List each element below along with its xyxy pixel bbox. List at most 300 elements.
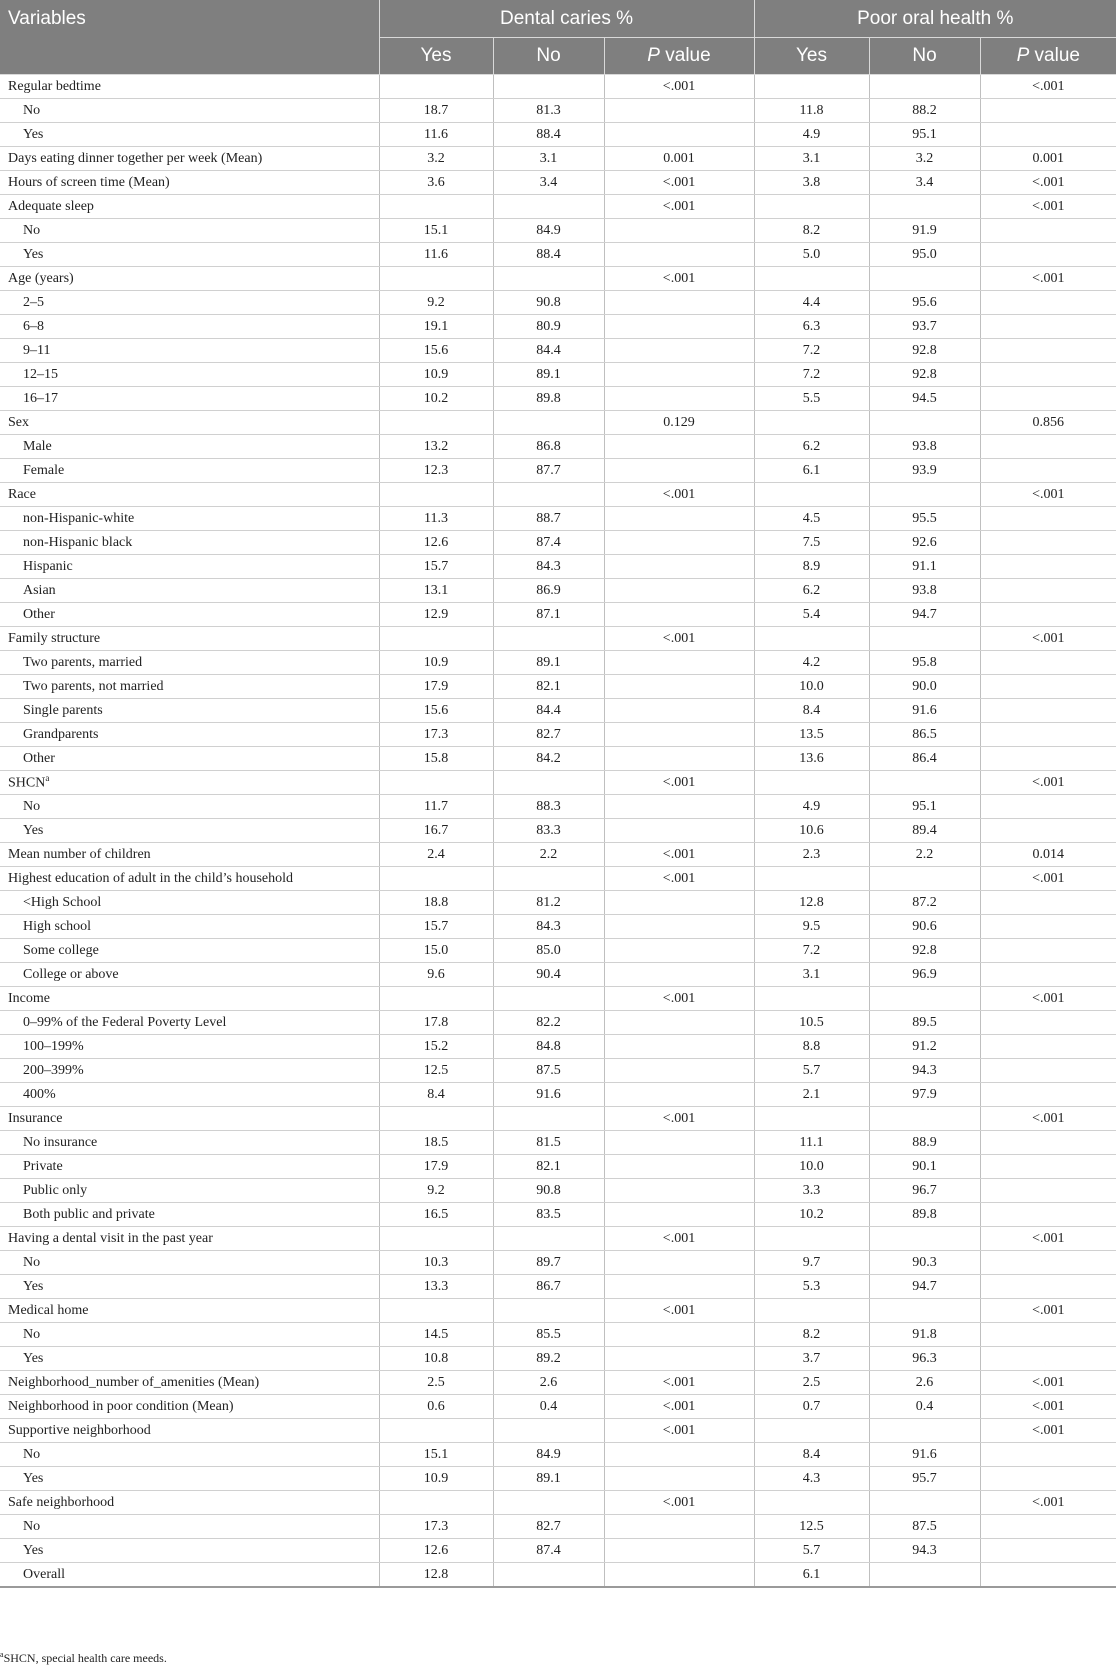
poor-oral-yes-cell: 10.0 (754, 1155, 869, 1179)
poor-oral-no-cell: 91.8 (869, 1323, 980, 1347)
row-label (0, 459, 379, 483)
dental-caries-yes-cell: 17.9 (379, 675, 493, 699)
table-row (0, 1563, 1116, 1588)
table-row (0, 123, 1116, 147)
table-row (0, 771, 1116, 795)
dental-caries-p-value-cell (604, 1035, 754, 1059)
row-label (0, 1323, 379, 1347)
poor-oral-p-value-cell (980, 891, 1116, 915)
poor-oral-p-value-cell (980, 1443, 1116, 1467)
row-label (0, 1227, 379, 1251)
poor-oral-no-cell: 89.8 (869, 1203, 980, 1227)
row-label (0, 1035, 379, 1059)
dental-caries-yes-cell: 15.6 (379, 339, 493, 363)
poor-oral-no-cell: 95.5 (869, 507, 980, 531)
dental-caries-no-cell: 84.9 (493, 219, 604, 243)
row-label (0, 315, 379, 339)
dental-caries-yes-cell: 10.3 (379, 1251, 493, 1275)
dental-caries-no-cell: 2.2 (493, 843, 604, 867)
table-row (0, 1443, 1116, 1467)
table-row (0, 75, 1116, 99)
row-label-text: non-Hispanic-white (23, 510, 135, 526)
poor-oral-p-value-cell: 0.856 (980, 411, 1116, 435)
dental-caries-yes-cell: 3.6 (379, 171, 493, 195)
row-label (0, 1011, 379, 1035)
poor-oral-p-value-cell (980, 1035, 1116, 1059)
dental-caries-no-cell: 2.6 (493, 1371, 604, 1395)
row-label-text: Two parents, not married (23, 678, 164, 694)
dental-caries-p-value-cell (604, 1539, 754, 1563)
dental-caries-no-cell (493, 411, 604, 435)
dental-caries-p-value-cell (604, 1251, 754, 1275)
row-label-text: Medical home (8, 1302, 89, 1318)
dental-caries-p-value-cell (604, 1347, 754, 1371)
row-label (0, 579, 379, 603)
dental-caries-yes-cell: 9.2 (379, 291, 493, 315)
poor-oral-p-value-cell: <.001 (980, 987, 1116, 1011)
poor-oral-no-cell: 90.0 (869, 675, 980, 699)
row-label (0, 675, 379, 699)
dental-caries-yes-cell (379, 195, 493, 219)
dental-caries-no-cell: 87.1 (493, 603, 604, 627)
dental-caries-yes-cell: 15.7 (379, 915, 493, 939)
poor-oral-no-cell: 97.9 (869, 1083, 980, 1107)
poor-oral-p-value-cell (980, 555, 1116, 579)
table-row (0, 1467, 1116, 1491)
dental-caries-no-cell (493, 867, 604, 891)
poor-oral-yes-cell: 4.5 (754, 507, 869, 531)
dental-caries-no-cell: 81.2 (493, 891, 604, 915)
poor-oral-yes-cell (754, 771, 869, 795)
poor-oral-p-value-cell (980, 243, 1116, 267)
dental-caries-p-value-cell (604, 507, 754, 531)
dental-caries-no-cell: 91.6 (493, 1083, 604, 1107)
dental-caries-yes-cell (379, 1299, 493, 1323)
table-row (0, 1131, 1116, 1155)
dental-caries-no-cell: 82.7 (493, 1515, 604, 1539)
dental-caries-p-value-cell: <.001 (604, 1491, 754, 1515)
poor-oral-no-cell: 88.2 (869, 99, 980, 123)
row-label (0, 1371, 379, 1395)
row-label (0, 1107, 379, 1131)
dental-caries-p-value-cell (604, 1467, 754, 1491)
table-row (0, 723, 1116, 747)
row-label (0, 939, 379, 963)
row-label-text: College or above (23, 966, 119, 982)
dental-caries-p-value-cell (604, 699, 754, 723)
poor-oral-yes-cell: 2.1 (754, 1083, 869, 1107)
poor-oral-no-cell (869, 483, 980, 507)
header-dental-no: No (493, 38, 604, 75)
table-row (0, 819, 1116, 843)
row-label-text: Yes (23, 126, 44, 142)
poor-oral-yes-cell: 11.1 (754, 1131, 869, 1155)
row-label (0, 1059, 379, 1083)
table-row (0, 411, 1116, 435)
dental-caries-p-value-cell (604, 891, 754, 915)
poor-oral-p-value-cell: <.001 (980, 267, 1116, 291)
table-row (0, 675, 1116, 699)
poor-oral-no-cell: 94.7 (869, 1275, 980, 1299)
dental-caries-p-value-cell (604, 387, 754, 411)
poor-oral-yes-cell (754, 1299, 869, 1323)
poor-oral-no-cell: 94.3 (869, 1539, 980, 1563)
dental-caries-no-cell (493, 1419, 604, 1443)
dental-caries-yes-cell: 16.7 (379, 819, 493, 843)
dental-caries-no-cell: 89.1 (493, 651, 604, 675)
dental-caries-p-value-cell: <.001 (604, 1227, 754, 1251)
table-row (0, 363, 1116, 387)
dental-caries-no-cell: 83.3 (493, 819, 604, 843)
table-row (0, 939, 1116, 963)
poor-oral-yes-cell: 12.8 (754, 891, 869, 915)
dental-caries-no-cell: 80.9 (493, 315, 604, 339)
dental-caries-yes-cell: 10.9 (379, 1467, 493, 1491)
row-label (0, 1155, 379, 1179)
dental-caries-p-value-cell (604, 939, 754, 963)
row-label-text: No (23, 1254, 41, 1270)
poor-oral-no-cell (869, 1419, 980, 1443)
table-row (0, 267, 1116, 291)
row-label (0, 243, 379, 267)
table-row (0, 867, 1116, 891)
dental-caries-yes-cell: 10.9 (379, 363, 493, 387)
poor-oral-yes-cell (754, 1419, 869, 1443)
dental-caries-p-value-cell (604, 1515, 754, 1539)
poor-oral-no-cell (869, 987, 980, 1011)
dental-caries-no-cell: 89.8 (493, 387, 604, 411)
poor-oral-yes-cell: 13.5 (754, 723, 869, 747)
poor-oral-yes-cell: 8.9 (754, 555, 869, 579)
dental-caries-no-cell: 88.3 (493, 795, 604, 819)
dental-caries-p-value-cell (604, 435, 754, 459)
row-label (0, 1563, 379, 1588)
poor-oral-p-value-cell (980, 387, 1116, 411)
table-row (0, 1539, 1116, 1563)
dental-caries-p-value-cell (604, 363, 754, 387)
dental-caries-p-value-cell: <.001 (604, 843, 754, 867)
dental-caries-no-cell: 81.3 (493, 99, 604, 123)
poor-oral-p-value-cell: <.001 (980, 867, 1116, 891)
poor-oral-no-cell: 89.4 (869, 819, 980, 843)
poor-oral-no-cell: 91.1 (869, 555, 980, 579)
poor-oral-p-value-cell (980, 1131, 1116, 1155)
dental-caries-yes-cell (379, 867, 493, 891)
row-label-text: 6–8 (23, 318, 44, 334)
dental-caries-no-cell: 88.7 (493, 507, 604, 531)
poor-oral-yes-cell (754, 411, 869, 435)
table-row (0, 1251, 1116, 1275)
poor-oral-p-value-cell (980, 939, 1116, 963)
footnote-mark: a (0, 1650, 4, 1659)
row-label-text: Two parents, married (23, 654, 143, 670)
row-label-text: Regular bedtime (8, 78, 101, 94)
row-label (0, 651, 379, 675)
poor-oral-yes-cell: 12.5 (754, 1515, 869, 1539)
dental-caries-yes-cell: 15.8 (379, 747, 493, 771)
poor-oral-yes-cell (754, 267, 869, 291)
row-label (0, 795, 379, 819)
row-label-text: 100–199% (23, 1038, 84, 1054)
dental-caries-p-value-cell (604, 1323, 754, 1347)
poor-oral-p-value-cell: <.001 (980, 1395, 1116, 1419)
poor-oral-yes-cell: 10.0 (754, 675, 869, 699)
table-row (0, 435, 1116, 459)
dental-caries-p-value-cell (604, 1563, 754, 1588)
row-label-text: Yes (23, 246, 44, 262)
dental-caries-p-value-cell (604, 339, 754, 363)
row-label-text: No (23, 1518, 41, 1534)
poor-oral-p-value-cell (980, 1083, 1116, 1107)
poor-oral-no-cell: 88.9 (869, 1131, 980, 1155)
dental-caries-p-value-cell (604, 1083, 754, 1107)
dental-caries-no-cell: 84.3 (493, 555, 604, 579)
table-row (0, 483, 1116, 507)
dental-caries-yes-cell (379, 411, 493, 435)
poor-oral-no-cell: 3.2 (869, 147, 980, 171)
row-label-text: Age (years) (8, 270, 74, 286)
row-label-text: Neighborhood in poor condition (Mean) (8, 1398, 234, 1414)
table-row (0, 147, 1116, 171)
row-label-text: Hispanic (23, 558, 73, 574)
dental-caries-p-value-cell (604, 1059, 754, 1083)
dental-caries-p-value-cell (604, 795, 754, 819)
header-dental-yes: Yes (379, 38, 493, 75)
row-label-text: Yes (23, 1350, 44, 1366)
table-row (0, 747, 1116, 771)
dental-caries-yes-cell: 15.0 (379, 939, 493, 963)
row-label-text: 0–99% of the Federal Poverty Level (23, 1014, 227, 1030)
dental-caries-p-value-cell: <.001 (604, 987, 754, 1011)
dental-caries-no-cell: 85.5 (493, 1323, 604, 1347)
poor-oral-no-cell (869, 1563, 980, 1588)
footnote-text: SHCN, special health care meeds. (3, 1651, 167, 1665)
poor-oral-yes-cell: 11.8 (754, 99, 869, 123)
dental-caries-no-cell (493, 267, 604, 291)
dental-caries-yes-cell (379, 483, 493, 507)
table-row (0, 1419, 1116, 1443)
dental-caries-no-cell: 84.2 (493, 747, 604, 771)
dental-caries-p-value-cell: <.001 (604, 867, 754, 891)
row-label-text: Insurance (8, 1110, 63, 1126)
poor-oral-yes-cell (754, 1107, 869, 1131)
table-row (0, 315, 1116, 339)
dental-caries-no-cell: 0.4 (493, 1395, 604, 1419)
poor-oral-no-cell: 93.8 (869, 435, 980, 459)
row-label (0, 1083, 379, 1107)
poor-oral-p-value-cell (980, 531, 1116, 555)
row-label (0, 75, 379, 99)
poor-oral-p-value-cell (980, 579, 1116, 603)
dental-caries-no-cell (493, 1491, 604, 1515)
row-label (0, 867, 379, 891)
poor-oral-p-value-cell (980, 1155, 1116, 1179)
dental-caries-yes-cell: 15.1 (379, 219, 493, 243)
table-row (0, 1203, 1116, 1227)
row-label-text: Yes (23, 822, 44, 838)
p-value-suffix: value (659, 45, 711, 66)
poor-oral-yes-cell: 3.8 (754, 171, 869, 195)
row-label-text: Female (23, 462, 65, 478)
table-row (0, 1275, 1116, 1299)
row-label (0, 627, 379, 651)
row-label (0, 771, 379, 795)
dental-caries-p-value-cell (604, 1443, 754, 1467)
poor-oral-p-value-cell (980, 315, 1116, 339)
poor-oral-p-value-cell: <.001 (980, 483, 1116, 507)
dental-caries-no-cell: 84.8 (493, 1035, 604, 1059)
poor-oral-no-cell: 93.9 (869, 459, 980, 483)
table-row (0, 195, 1116, 219)
poor-oral-p-value-cell: <.001 (980, 1419, 1116, 1443)
poor-oral-no-cell: 95.0 (869, 243, 980, 267)
table-header (0, 0, 1116, 75)
dental-caries-yes-cell: 13.2 (379, 435, 493, 459)
poor-oral-yes-cell: 5.7 (754, 1539, 869, 1563)
dental-caries-no-cell (493, 75, 604, 99)
poor-oral-no-cell (869, 1299, 980, 1323)
row-label-text: Other (23, 606, 55, 622)
row-label (0, 267, 379, 291)
dental-caries-yes-cell: 10.8 (379, 1347, 493, 1371)
dental-caries-p-value-cell: <.001 (604, 171, 754, 195)
dental-caries-p-value-cell (604, 1179, 754, 1203)
poor-oral-p-value-cell (980, 1059, 1116, 1083)
poor-oral-p-value-cell (980, 747, 1116, 771)
dental-caries-yes-cell: 18.5 (379, 1131, 493, 1155)
poor-oral-no-cell: 92.6 (869, 531, 980, 555)
poor-oral-p-value-cell (980, 1275, 1116, 1299)
poor-oral-yes-cell: 8.2 (754, 219, 869, 243)
poor-oral-no-cell (869, 1491, 980, 1515)
row-label (0, 1131, 379, 1155)
row-label (0, 891, 379, 915)
row-label (0, 1275, 379, 1299)
table-row (0, 531, 1116, 555)
poor-oral-yes-cell: 13.6 (754, 747, 869, 771)
poor-oral-p-value-cell (980, 291, 1116, 315)
table-row (0, 1011, 1116, 1035)
table-row (0, 1035, 1116, 1059)
row-label (0, 603, 379, 627)
dental-caries-no-cell (493, 1227, 604, 1251)
table-row (0, 1347, 1116, 1371)
poor-oral-yes-cell: 10.6 (754, 819, 869, 843)
poor-oral-p-value-cell (980, 363, 1116, 387)
poor-oral-p-value-cell (980, 1539, 1116, 1563)
poor-oral-yes-cell: 4.9 (754, 123, 869, 147)
poor-oral-p-value-cell: <.001 (980, 75, 1116, 99)
poor-oral-no-cell: 92.8 (869, 363, 980, 387)
poor-oral-yes-cell: 7.2 (754, 939, 869, 963)
row-label (0, 411, 379, 435)
dental-caries-yes-cell (379, 1107, 493, 1131)
table-row (0, 219, 1116, 243)
dental-caries-yes-cell: 8.4 (379, 1083, 493, 1107)
dental-caries-yes-cell: 15.1 (379, 1443, 493, 1467)
row-label-text: Yes (23, 1470, 44, 1486)
dental-caries-no-cell: 3.1 (493, 147, 604, 171)
row-label (0, 195, 379, 219)
poor-oral-yes-cell (754, 75, 869, 99)
dental-caries-yes-cell: 12.3 (379, 459, 493, 483)
poor-oral-p-value-cell (980, 1467, 1116, 1491)
dental-caries-p-value-cell (604, 1155, 754, 1179)
table-row (0, 1299, 1116, 1323)
poor-oral-yes-cell: 2.5 (754, 1371, 869, 1395)
dental-caries-no-cell: 87.4 (493, 531, 604, 555)
row-label-text: Overall (23, 1566, 65, 1582)
poor-oral-no-cell: 91.6 (869, 1443, 980, 1467)
row-label (0, 1347, 379, 1371)
row-label-text: Adequate sleep (8, 198, 94, 214)
poor-oral-p-value-cell (980, 699, 1116, 723)
dental-caries-no-cell: 87.7 (493, 459, 604, 483)
dental-caries-yes-cell: 12.6 (379, 1539, 493, 1563)
dental-caries-p-value-cell (604, 459, 754, 483)
table-row (0, 339, 1116, 363)
row-label (0, 1467, 379, 1491)
p-value-suffix: value (1029, 45, 1080, 66)
row-label (0, 1491, 379, 1515)
header-oral-no: No (869, 38, 980, 75)
poor-oral-p-value-cell (980, 435, 1116, 459)
dental-caries-no-cell (493, 1299, 604, 1323)
row-label (0, 1419, 379, 1443)
row-label-text: No (23, 798, 41, 814)
row-label-text: No (23, 222, 41, 238)
dental-caries-no-cell (493, 627, 604, 651)
row-label-text: Public only (23, 1182, 88, 1198)
table-row (0, 1371, 1116, 1395)
poor-oral-no-cell: 2.6 (869, 1371, 980, 1395)
dental-caries-yes-cell: 10.2 (379, 387, 493, 411)
dental-caries-p-value-cell: <.001 (604, 267, 754, 291)
p-letter: P (647, 45, 660, 66)
dental-caries-p-value-cell (604, 291, 754, 315)
row-label (0, 915, 379, 939)
poor-oral-yes-cell: 4.2 (754, 651, 869, 675)
poor-oral-no-cell: 90.1 (869, 1155, 980, 1179)
poor-oral-no-cell (869, 1227, 980, 1251)
dental-caries-p-value-cell (604, 675, 754, 699)
dental-caries-p-value-cell (604, 603, 754, 627)
row-label-text: Sex (8, 414, 29, 430)
poor-oral-p-value-cell (980, 1323, 1116, 1347)
row-label-text: 9–11 (23, 342, 51, 358)
poor-oral-no-cell: 93.8 (869, 579, 980, 603)
dental-caries-yes-cell: 14.5 (379, 1323, 493, 1347)
poor-oral-no-cell (869, 411, 980, 435)
poor-oral-yes-cell: 4.9 (754, 795, 869, 819)
poor-oral-yes-cell: 2.3 (754, 843, 869, 867)
footnote-ref: a (45, 773, 50, 784)
dental-caries-p-value-cell (604, 219, 754, 243)
poor-oral-yes-cell: 8.2 (754, 1323, 869, 1347)
dental-caries-no-cell: 87.4 (493, 1539, 604, 1563)
poor-oral-no-cell: 95.1 (869, 123, 980, 147)
dental-caries-yes-cell: 2.5 (379, 1371, 493, 1395)
table-row (0, 651, 1116, 675)
row-label-text: Grandparents (23, 726, 99, 742)
dental-caries-no-cell: 83.5 (493, 1203, 604, 1227)
table-row (0, 915, 1116, 939)
poor-oral-no-cell (869, 867, 980, 891)
poor-oral-p-value-cell: <.001 (980, 627, 1116, 651)
poor-oral-yes-cell (754, 627, 869, 651)
poor-oral-p-value-cell (980, 99, 1116, 123)
poor-oral-yes-cell: 8.4 (754, 699, 869, 723)
